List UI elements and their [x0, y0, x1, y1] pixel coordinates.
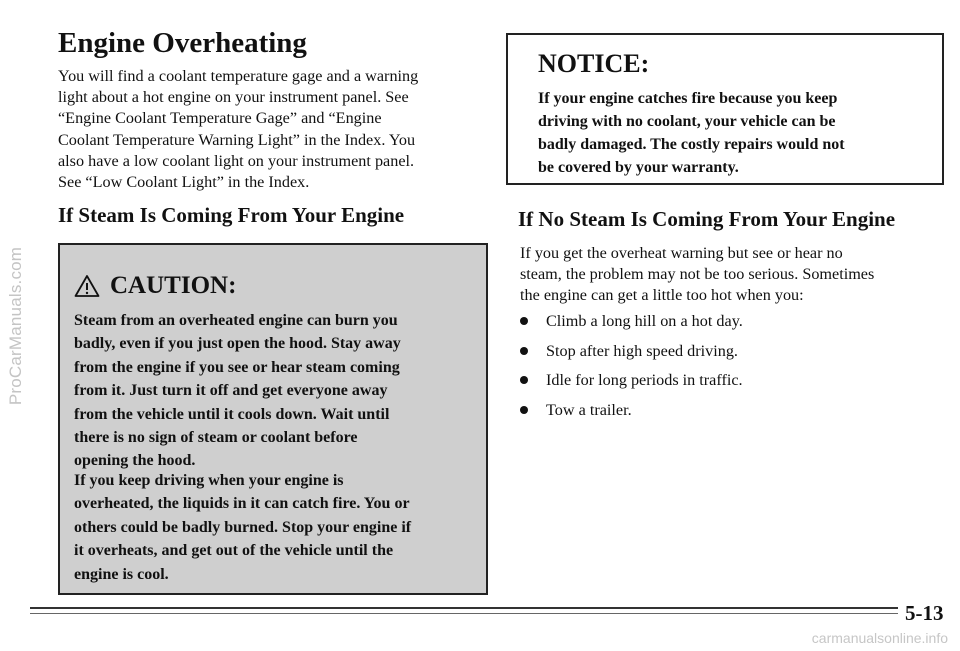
caution-line: from the vehicle until it cools down. Wait until [74, 405, 390, 423]
no-steam-line: If you get the overheat warning but see or hear no [520, 244, 843, 262]
bullet-dot-icon [520, 376, 528, 384]
caution-line: there is no sign of steam or coolant before [74, 429, 358, 447]
caution-paragraph-1 [74, 309, 401, 473]
intro-paragraph [58, 66, 418, 193]
caution-line: from it. Just turn it off and get everyone away [74, 382, 388, 400]
list-item-text: Stop after high speed driving. [546, 341, 738, 360]
bottom-watermark: carmanualsonline.info [811, 630, 948, 646]
caution-title: CAUTION: [110, 272, 237, 299]
list-item-text: Idle for long periods in traffic. [546, 371, 743, 389]
intro-line: “Engine Coolant Temperature Gage” and “Engine [58, 109, 382, 128]
side-watermark [4, 0, 28, 651]
notice-text [538, 87, 845, 179]
list-item-text: Tow a trailer. [546, 400, 632, 419]
no-steam-line: steam, the problem may not be too serious. Sometimes [520, 265, 875, 284]
caution-paragraph-2 [74, 469, 411, 586]
no-steam-line: the engine can get a little too hot when you: [520, 286, 804, 305]
intro-line: See “Low Coolant Light” in the Index. [58, 173, 310, 192]
intro-line: You will find a coolant temperature gage and a warning [58, 67, 419, 85]
intro-line: light about a hot engine on your instrument panel. See [58, 88, 409, 107]
warning-triangle-icon [74, 274, 100, 298]
caution-header [74, 271, 236, 301]
caution-box [58, 243, 488, 595]
caution-line: overheated, the liquids in it can catch fire. You or [74, 495, 410, 513]
notice-title: NOTICE: [538, 49, 650, 78]
caution-line: opening the hood. [74, 452, 196, 470]
notice-line: badly damaged. The costly repairs would not [538, 136, 845, 153]
intro-line: also have a low coolant light on your instrument panel. [58, 151, 415, 170]
steam-heading: If Steam Is Coming From Your Engine [58, 203, 405, 227]
notice-line: If your engine catches fire because you keep [538, 90, 838, 107]
bullet-dot-icon [520, 406, 528, 414]
no-steam-paragraph [520, 243, 874, 307]
notice-box [506, 33, 944, 185]
caution-line: engine is cool. [74, 565, 169, 583]
caution-line: badly, even if you just open the hood. Stay away [74, 335, 401, 353]
bullet-dot-icon [520, 317, 528, 325]
caution-line: If you keep driving when your engine is [74, 472, 344, 489]
intro-line: Coolant Temperature Warning Light” in the Index. You [58, 130, 416, 149]
bullet-dot-icon [520, 347, 528, 355]
no-steam-heading: If No Steam Is Coming From Your Engine [518, 207, 896, 231]
footer-rule [30, 607, 898, 609]
list-item-text: Climb a long hill on a hot day. [546, 312, 743, 330]
side-watermark-text: ProCarManuals.com [6, 246, 25, 405]
footer-rule-thin [30, 613, 898, 614]
caution-line: from the engine if you see or hear steam coming [74, 358, 400, 376]
page-title: Engine Overheating [58, 27, 307, 59]
notice-line: driving with no coolant, your vehicle can be [538, 113, 836, 130]
caution-line: it overheats, and get out of the vehicle until the [74, 542, 394, 560]
notice-line: be covered by your warranty. [538, 159, 739, 176]
caution-line: others could be badly burned. Stop your engine if [74, 518, 412, 536]
caution-line: Steam from an overheated engine can burn you [74, 312, 398, 329]
page-number: 5-13 [905, 601, 944, 625]
